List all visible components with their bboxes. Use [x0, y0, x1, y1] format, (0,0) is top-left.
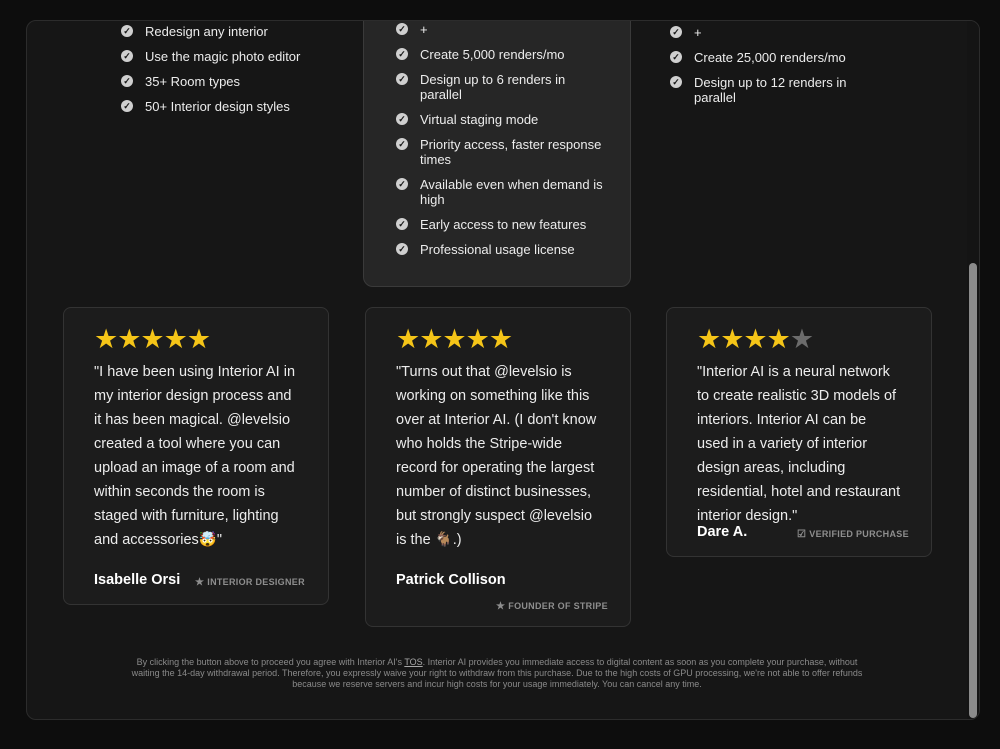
check-icon: ✓ [396, 138, 408, 150]
check-icon: ✓ [670, 26, 682, 38]
testimonial-card [666, 307, 932, 557]
feature-item: ✓ + [670, 25, 860, 40]
scrollbar-thumb[interactable] [969, 263, 977, 718]
check-icon: ✓ [396, 243, 408, 255]
testimonial-quote: "Turns out that @levelsio is working on something like this over at Interior AI. (I don't know who holds the Stripe-wide record for operating the largest number of distinct businesses, but strongly suspect @levelsio is the 🐐.) [396, 364, 597, 548]
check-icon: ✓ [396, 218, 408, 230]
testimonial-card [63, 307, 329, 605]
checkbox-icon: ☑ [797, 529, 807, 540]
author-badge: ★ INTERIOR DESIGNER [195, 577, 305, 588]
feature-item: ✓ Use the magic photo editor [121, 49, 341, 64]
author-badge: ★ FOUNDER OF STRIPE [496, 601, 608, 612]
testimonial-quote: "Interior AI is a neural network to create realistic 3D models of interiors. Interior AI can be used in a variety of interior design areas, including residential, hotel and restaurant interior design." [697, 364, 901, 524]
feature-item: ✓ Design up to 12 renders in parallel [670, 75, 860, 105]
feature-item: ✓ Create 25,000 renders/mo [670, 50, 860, 65]
star-rating: ★★★★★ [94, 324, 211, 354]
check-icon: ✓ [670, 51, 682, 63]
check-icon: ✓ [670, 76, 682, 88]
feature-item: ✓ 50+ Interior design styles [121, 99, 341, 114]
star-icon: ★ [195, 577, 205, 588]
legal-disclaimer: By clicking the button above to proceed you agree with Interior AI's TOS. Interior AI provides you immediate access to digital content as soon as you complete your purchase, without waiting the 14-day withdrawal period. Therefore, you expressly waive your right to withdraw from this purchase. Due to the high costs of GPU processing, we're not able to offer refunds because we reserve servers and incur high costs for your usage immediately. You can cancel any time. [131, 657, 863, 689]
feature-item: ✓ Available even when demand is high [396, 177, 606, 207]
pricing-panel [26, 20, 980, 720]
author-badge: ☑ VERIFIED PURCHASE [797, 529, 909, 540]
check-icon: ✓ [121, 50, 133, 62]
check-icon: ✓ [396, 48, 408, 60]
feature-item: ✓ Virtual staging mode [396, 112, 606, 127]
scrollbar[interactable] [967, 21, 979, 719]
feature-item: ✓ Early access to new features [396, 217, 606, 232]
business-plan-features [670, 25, 860, 115]
check-icon: ✓ [121, 100, 133, 112]
feature-item: ✓ 35+ Room types [121, 74, 341, 89]
star-rating: ★★★★★ [697, 324, 814, 354]
feature-item: ✓ Design up to 6 renders in parallel [396, 72, 606, 102]
check-icon: ✓ [121, 25, 133, 37]
feature-item: ✓ Professional usage license [396, 242, 606, 257]
check-icon: ✓ [396, 23, 408, 35]
check-icon: ✓ [396, 73, 408, 85]
testimonial-quote: "I have been using Interior AI in my interior design process and it has been magical. @levelsio created a tool where you can upload an image of a room and within seconds the room is staged with furniture, lighting and accessories🤯" [94, 364, 296, 548]
tos-link[interactable]: TOS [404, 657, 423, 667]
basic-plan-features [121, 24, 341, 124]
testimonial-author: Dare A. [697, 524, 748, 540]
feature-item: ✓ + [396, 22, 606, 37]
testimonial-author: Patrick Collison [396, 572, 506, 588]
feature-item: ✓ Redesign any interior [121, 24, 341, 39]
pro-plan-features [396, 22, 606, 267]
testimonial-card [365, 307, 631, 627]
check-icon: ✓ [396, 178, 408, 190]
star-rating: ★★★★★ [396, 324, 513, 354]
testimonial-author: Isabelle Orsi [94, 572, 181, 588]
feature-item: ✓ Priority access, faster response times [396, 137, 606, 167]
feature-item: ✓ Create 5,000 renders/mo [396, 47, 606, 62]
star-icon: ★ [496, 601, 506, 612]
check-icon: ✓ [396, 113, 408, 125]
check-icon: ✓ [121, 75, 133, 87]
